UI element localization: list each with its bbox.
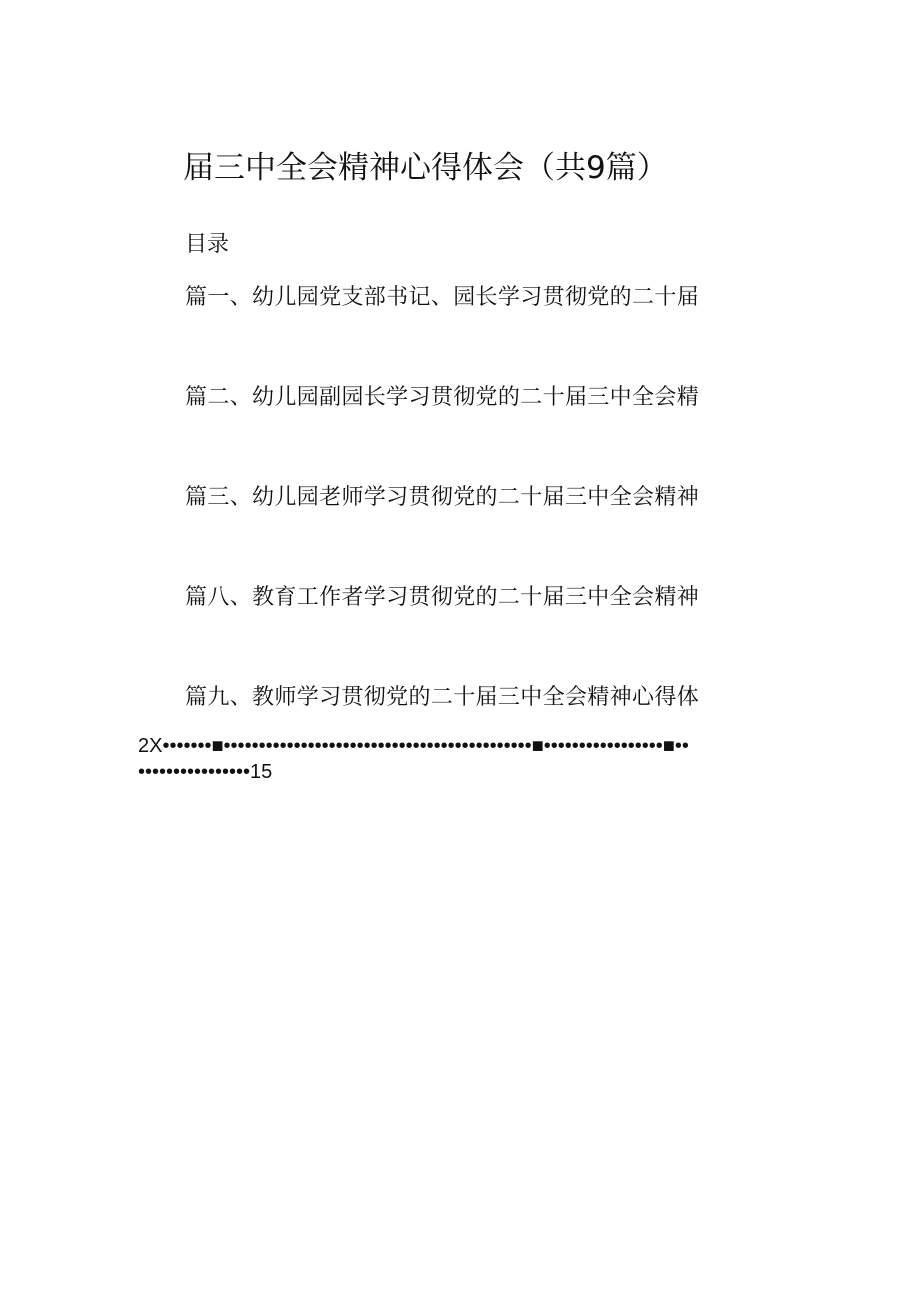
toc-entry[interactable]: 篇二、幼儿园副园长学习贯彻党的二十届三中全会精 xyxy=(185,385,700,410)
toc-leader-line: 2X•••••••■••••••••••••••••••••••••••••••••••••••••••••■•••••••••••••••••■•• xyxy=(138,735,689,757)
toc-entry[interactable]: 篇一、幼儿园党支部书记、园长学习贯彻党的二十届 xyxy=(185,285,700,310)
toc-heading: 目录 xyxy=(185,232,230,257)
toc-entry[interactable]: 篇八、教育工作者学习贯彻党的二十届三中全会精神 xyxy=(185,585,700,610)
document-title: 届三中全会精神心得体会（共9篇） xyxy=(183,150,668,186)
toc-entry[interactable]: 篇三、幼儿园老师学习贯彻党的二十届三中全会精神 xyxy=(185,485,700,510)
toc-entry[interactable]: 篇九、教师学习贯彻党的二十届三中全会精神心得体 xyxy=(185,685,700,710)
toc-leader-line-page-number: ••••••••••••••••15 xyxy=(138,761,273,783)
